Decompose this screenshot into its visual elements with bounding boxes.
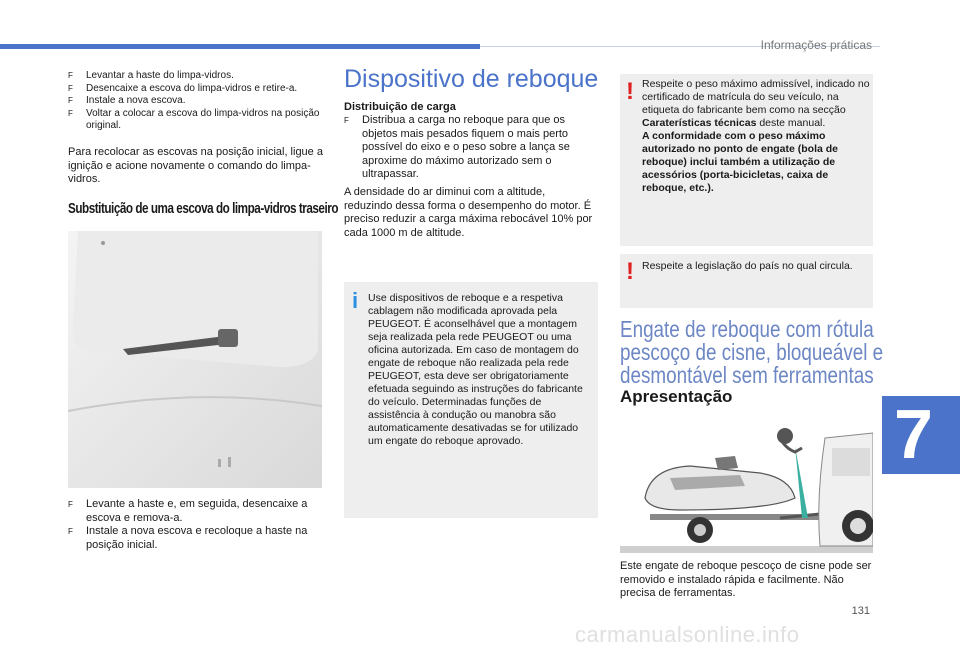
- list-item: F Distribua a carga no reboque para que os objetos mais pesados fiquem o mais perto possível do eixo e o peso sobre a lança se aproxime do máximo autorizado sem o ultrapassar.: [344, 114, 570, 180]
- warning-box-weight: [620, 74, 873, 246]
- section-title: Informações práticas: [760, 38, 872, 52]
- altitude-paragraph: A densidade do ar diminui com a altitude, reduzindo dessa forma o desempenho do motor. É preciso reduzir a carga máxima rebocável 10% por cada 1000 m de altitude.: [344, 186, 593, 239]
- load-distribution-subheading: Distribuição de carga: [344, 101, 456, 113]
- towing-device-title: Dispositivo de reboque: [344, 65, 599, 93]
- towbar-title-line-1: Engate de reboque com rótula: [620, 316, 874, 342]
- bullet-icon: F: [68, 500, 73, 509]
- list-item: F Levantar a haste do limpa-vidros.: [68, 70, 234, 81]
- list-item: F Instale a nova escova.: [68, 95, 186, 106]
- presentation-paragraph: Este engate de reboque pescoço de cisne pode ser removido e instalado rápida e facilmente. Não precisa de ferramentas.: [620, 560, 872, 599]
- towbar-title-line-2: pescoço de cisne, bloqueável e: [620, 339, 884, 365]
- info-icon: i: [352, 288, 359, 313]
- warning-icon: !: [626, 78, 634, 105]
- list-item: F Voltar a colocar a escova do limpa-vidros na posição original.: [68, 107, 320, 131]
- towbar-title-line-3: desmontável sem ferramentas: [620, 362, 874, 388]
- bullet-icon: F: [68, 83, 73, 93]
- list-item: F Desencaixe a escova do limpa-vidros e retire-a.: [68, 82, 298, 94]
- watermark: carmanualsonline.info: [575, 622, 800, 647]
- bullet-icon: F: [68, 71, 73, 80]
- warning-box-legislation: [620, 254, 873, 308]
- warning-legislation-text: Respeite a legislação do país no qual circula.: [642, 260, 853, 272]
- wiper-reset-paragraph: Para recolocar as escovas na posição inicial, ligue a ignição e acione novamente o comando do limpa-vidros.: [68, 146, 323, 185]
- page-number: 131: [851, 605, 870, 617]
- rear-wiper-heading: Substituição de uma escova do limpa-vidros traseiro: [68, 200, 339, 217]
- rear-wiper-steps-list: [68, 498, 330, 552]
- info-box: [344, 282, 598, 518]
- warning-icon: !: [626, 258, 634, 285]
- list-item: F Instale a nova escova e recoloque a haste na posição inicial.: [68, 525, 308, 551]
- towbar-illustration: [620, 418, 873, 553]
- list-item: F Levante a haste e, em seguida, desencaixe a escova e remova-a.: [68, 498, 308, 524]
- load-distribution-list: [344, 114, 596, 182]
- warning-weight-text: Respeite o peso máximo admissível, indicado no certificado de matrícula do seu veículo, na etiqueta do fabricante bem como na secção Caraterísticas técnicas deste manual. A conformidade com o peso máximo autorizado no ponto de engate (bola de reboque) inclui também a utilização de acessórios (porta-bicicletas, caixa de reboque, etc.).: [642, 78, 870, 194]
- bullet-icon: F: [68, 108, 73, 118]
- presentation-subheading: Apresentação: [620, 387, 733, 406]
- wiper-steps-list: [68, 70, 330, 133]
- info-box-text: Use dispositivos de reboque e a respetiva cablagem não modificada aprovada pela PEUGEOT. É aconselhável que a montagem seja realizada pela rede PEUGEOT ou uma oficina autorizada. Em caso de montagem do engate de reboque não realizada pela rede PEUGEOT, esta deve ser obrigatoriamente efetuada seguindo as instruções do fabricante do veículo. Determinadas funções de assistência à condução ou manobra são automaticamente desativadas se for utilizado um engate do reboque aprovado.: [368, 292, 583, 447]
- bullet-icon: F: [68, 527, 73, 536]
- rear-wiper-illustration: [68, 231, 322, 488]
- chapter-number: 7: [894, 395, 933, 473]
- bullet-icon: F: [68, 96, 73, 105]
- bullet-icon: F: [344, 116, 349, 125]
- header-accent-bar: [0, 44, 480, 49]
